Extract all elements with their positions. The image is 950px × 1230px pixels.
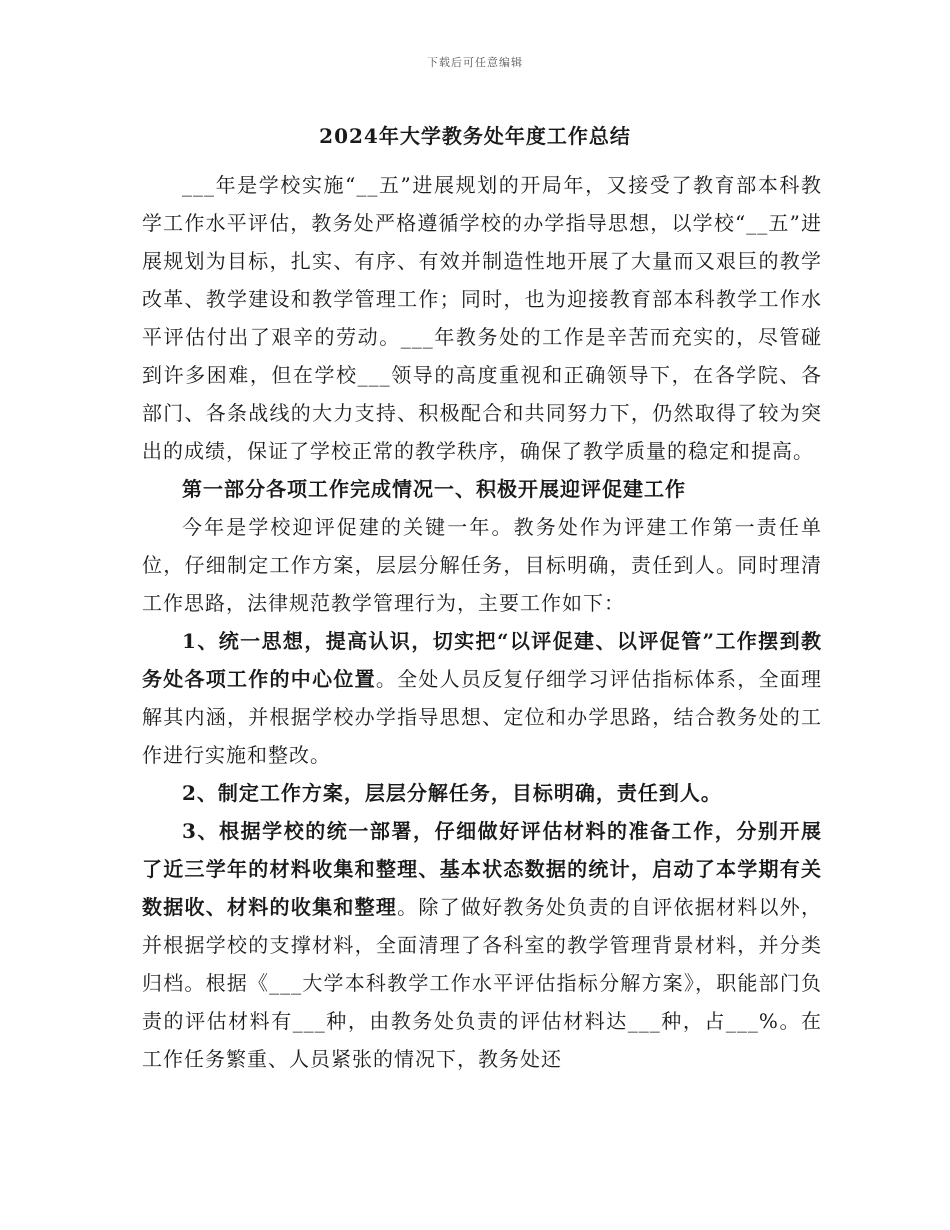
list-item-2 bbox=[142, 774, 822, 812]
document-body bbox=[142, 166, 822, 1078]
document-title: 2024年大学教务处年度工作总结 bbox=[319, 124, 631, 148]
list-item-3 bbox=[142, 812, 822, 1078]
header-note: 下载后可任意编辑 bbox=[427, 56, 523, 69]
list-item-1 bbox=[142, 622, 822, 774]
list-item-2-bold: 2、制定工作方案，层层分解任务，目标明确，责任到人。 bbox=[182, 781, 722, 805]
list-item-3-text: 。除了做好教务处负责的自评依据材料以外，并根据学校的支撑材料，全面清理了各科室的教学管理背景材料，并分类归档。根据《___大学本科教学工作水平评估指标分解方案》，职能部门负责的评估材料有___种，由教务处负责的评估材料达___种，占___%。在工作任务繁重、人员紧张的情况下，教务处还 bbox=[142, 895, 823, 1071]
list-item-1-text: 。全处人员反复仔细学习评估指标体系，全面理解其内涵，并根据学校办学指导思想、定位和办学思路，结合教务处的工作进行实施和整改。 bbox=[142, 667, 823, 767]
list-item-3-bold: 3、根据学校的统一部署，仔细做好评估材料的准备工作，分别开展了近三学年的材料收集和整理、基本状态数据的统计，启动了本学期有关数据收、材料的收集和整理 bbox=[142, 819, 822, 919]
paragraph-intro: ___年是学校实施“__五”进展规划的开局年，又接受了教育部本科教学工作水平评估，教务处严格遵循学校的办学指导思想，以学校“__五”进展规划为目标，扎实、有序、有效并制造性地开展了大量而又艰巨的教学改革、教学建设和教学管理工作；同时，也为迎接教育部本科教学工作水平评估付出了艰辛的劳动。___年教务处的工作是辛苦而充实的，尽管碰到许多困难，但在学校___领导的高度重视和正确领导下，在各学院、各部门、各条战线的大力支持、积极配合和共同努力下，仍然取得了较为突出的成绩，保证了学校正常的教学秩序，确保了教学质量的稳定和提高。 bbox=[142, 173, 822, 463]
paragraph-overview: 今年是学校迎评促建的关键一年。教务处作为评建工作第一责任单位，仔细制定工作方案，层层分解任务，目标明确，责任到人。同时理清工作思路，法律规范教学管理行为，主要工作如下： bbox=[142, 515, 822, 615]
list-item-1-bold: 1、统一思想，提高认识，切实把“以评促建、以评促管”工作摆到教务处各项工作的中心位置 bbox=[142, 629, 822, 691]
section-heading: 第一部分各项工作完成情况一、积极开展迎评促建工作 bbox=[182, 477, 686, 501]
